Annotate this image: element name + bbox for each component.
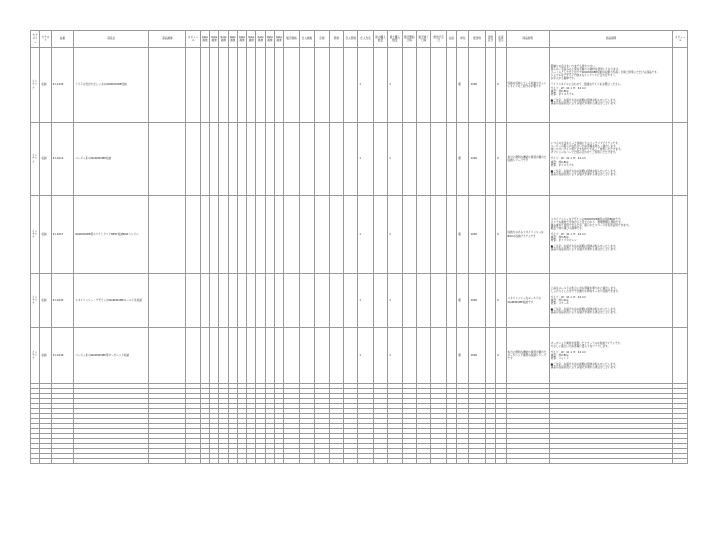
product-name-cell[interactable]: ライトの光がやさしい木のWARDROBE収納 — [74, 48, 149, 123]
table-cell[interactable] — [431, 328, 446, 384]
table-cell[interactable] — [431, 274, 446, 328]
column-header[interactable]: Rate 画像 — [228, 31, 237, 48]
remark-line: 材質：ポリエステル — [550, 92, 574, 96]
empty-cell[interactable] — [210, 459, 219, 464]
column-header[interactable]: 単位 — [457, 31, 469, 48]
empty-cell[interactable] — [299, 459, 314, 464]
table-row — [31, 196, 688, 274]
product-code-cell[interactable]: 21-4217 — [51, 196, 74, 274]
flag-cell[interactable]: 0 — [496, 48, 506, 123]
subcategory-cell[interactable]: 収納 — [40, 274, 51, 328]
column-header[interactable]: カテゴリ — [40, 31, 51, 48]
table-cell[interactable] — [247, 328, 256, 384]
empty-cell[interactable] — [469, 459, 485, 464]
remark-line: オーガニック素材を使用したナチュラルな収納アイテムです。 — [550, 341, 623, 345]
column-header[interactable]: Rate 画像 — [274, 31, 283, 48]
column-header[interactable]: 仕入先名 — [358, 31, 373, 48]
column-header[interactable]: モジュール — [673, 31, 688, 48]
remark-line: 積み重ねて使用できるため、限られたスペースを有効活用できます。 — [550, 223, 631, 227]
table-cell[interactable] — [284, 48, 299, 123]
table-cell[interactable] — [402, 274, 416, 328]
remark-line: 重量：約0.8kg — [550, 160, 569, 164]
remark-line: スタイリッシュなデザインのWARDROBE用の収納BOXです。 — [550, 217, 623, 221]
table-cell[interactable] — [237, 274, 246, 328]
remark-line: ■ご注意：お届け方法の詳細は別途お知らせいたします。 — [550, 245, 618, 249]
table-cell[interactable] — [186, 196, 200, 274]
flag-cell[interactable]: 0 — [496, 196, 506, 274]
empty-cell[interactable] — [485, 459, 495, 464]
unit-cell[interactable]: 個 — [457, 123, 469, 196]
remark-line: サイズ：W：41 × H：44 cm — [550, 350, 586, 354]
empty-cell[interactable] — [237, 459, 246, 464]
column-header[interactable]: Rate 画像 — [265, 31, 274, 48]
table-cell[interactable] — [256, 48, 265, 123]
remark-line: 重量：約1.2kg — [550, 298, 569, 302]
remark-line: 商品の在庫状況によりお届けが遅れる場合がございます。 — [550, 101, 619, 105]
remark-line: 重量：約0.8kg — [550, 89, 569, 93]
table-cell[interactable] — [210, 48, 219, 123]
subcategory-cell[interactable]: 収納 — [40, 123, 51, 196]
description-cell[interactable]: スタイリッシュなゴールドのWARDROBE収納です — [506, 274, 549, 328]
table-cell[interactable] — [149, 196, 186, 274]
column-header[interactable]: カテゴリー — [31, 31, 40, 48]
table-cell[interactable] — [402, 123, 416, 196]
table-cell[interactable] — [256, 274, 265, 328]
table-cell[interactable] — [200, 196, 209, 274]
table-cell[interactable] — [210, 274, 219, 328]
remark-line: 軽量で持ち運びも簡単です。 — [550, 226, 585, 230]
product-name-cell[interactable]: スタイリッシュ・デザインのWARDROBEゴールド系収納 — [74, 274, 149, 328]
product-name-cell[interactable]: WARDROBE用ホワイトクリアBEST収納BOXコンビニ — [74, 196, 149, 274]
empty-cell[interactable] — [200, 459, 209, 464]
table-cell[interactable] — [329, 123, 343, 196]
table-cell[interactable] — [299, 274, 314, 328]
column-header[interactable]: 品番 — [51, 31, 74, 48]
table-cell[interactable] — [200, 274, 209, 328]
column-header[interactable]: モジュール — [186, 31, 200, 48]
table-cell[interactable] — [284, 123, 299, 196]
empty-cell[interactable] — [402, 459, 416, 464]
table-cell[interactable] — [210, 328, 219, 384]
empty-cell[interactable] — [496, 459, 506, 464]
empty-cell[interactable] — [358, 459, 373, 464]
empty-cell[interactable] — [343, 459, 357, 464]
table-cell[interactable] — [149, 328, 186, 384]
table-cell[interactable] — [315, 48, 329, 123]
table-cell[interactable] — [186, 123, 200, 196]
empty-row — [31, 459, 688, 464]
remark-line: しっかりとした作りで衣類や小物をすっきり収納できます。 — [550, 289, 621, 293]
table-cell[interactable] — [315, 328, 329, 384]
table-cell[interactable] — [299, 123, 314, 196]
table-cell[interactable] — [329, 274, 343, 328]
remark-line: クリアな素材で中身がひと目でわかり、整理整頓に便利です。 — [550, 220, 624, 224]
empty-cell[interactable] — [51, 459, 74, 464]
column-header[interactable]: 販売終了日時 — [417, 31, 431, 48]
product-name-cell[interactable]: ベージュ系のWARDROBE収納 — [74, 123, 149, 196]
empty-cell[interactable] — [40, 459, 51, 464]
empty-cell[interactable] — [31, 459, 40, 464]
shipping-cell[interactable]: 1200 — [469, 48, 485, 123]
column-header[interactable]: Rate 画像 — [247, 31, 256, 48]
column-header[interactable]: Rate 画像 — [219, 31, 228, 48]
remark-line: ふっくらとした仕上がりでWARDROBE収納の収納力が高く日頃ご使用いただける商品です。 — [550, 71, 660, 75]
column-header[interactable]: 販売開始日時 — [402, 31, 416, 48]
table-cell[interactable] — [274, 123, 283, 196]
category-cell[interactable]: インテリア — [31, 328, 40, 384]
empty-cell[interactable] — [247, 459, 256, 464]
column-header[interactable]: Rate 画像 — [256, 31, 265, 48]
column-header[interactable]: 商品説明 — [506, 31, 549, 48]
column-header[interactable]: 最小購入数量 — [373, 31, 387, 48]
column-header[interactable]: 最大購入数量 — [388, 31, 402, 48]
remark-line: 商品の在庫状況によりお届けが遅れる場合がございます。 — [550, 248, 619, 252]
table-cell[interactable] — [417, 274, 431, 328]
table-cell[interactable] — [256, 328, 265, 384]
remark-line: ■ご注意：お届け方法の詳細は別途お知らせいたします。 — [550, 169, 618, 173]
product-code-cell[interactable]: 21-1234 — [51, 48, 74, 123]
table-cell[interactable] — [210, 196, 219, 274]
column-header[interactable]: 仕入価格 — [299, 31, 314, 48]
table-cell[interactable] — [417, 123, 431, 196]
empty-cell[interactable] — [373, 459, 387, 464]
table-cell[interactable] — [284, 196, 299, 274]
table-cell[interactable] — [247, 123, 256, 196]
empty-cell[interactable] — [74, 459, 149, 464]
empty-cell[interactable] — [673, 459, 688, 464]
quantity-cell[interactable]: 1 — [388, 48, 402, 123]
description-cell[interactable]: 収納の収納している収納やさしいいサイズのご紹介の木製です — [506, 48, 549, 123]
unit-cell[interactable]: 個 — [457, 328, 469, 384]
column-header[interactable]: 定価 — [315, 31, 329, 48]
table-cell[interactable] — [417, 328, 431, 384]
product-code-cell[interactable]: 21-4234 — [51, 274, 74, 328]
shipping-cell[interactable]: 1000 — [469, 328, 485, 384]
table-cell[interactable] — [200, 328, 209, 384]
table-cell[interactable] — [228, 196, 237, 274]
quantity-cell[interactable]: 1 — [358, 48, 373, 123]
table-cell[interactable] — [219, 123, 228, 196]
table-cell[interactable] — [200, 48, 209, 123]
column-header[interactable]: 在庫 — [446, 31, 456, 48]
empty-cell[interactable] — [431, 459, 446, 464]
table-cell[interactable] — [329, 196, 343, 274]
table-cell[interactable] — [673, 123, 688, 196]
unit-cell[interactable]: 個 — [457, 48, 469, 123]
category-cell[interactable]: インテリア — [31, 123, 40, 196]
column-header[interactable]: 商品説明 — [549, 31, 673, 48]
quantity-cell[interactable]: 1 — [388, 196, 402, 274]
table-cell[interactable] — [256, 196, 265, 274]
table-cell[interactable] — [343, 328, 357, 384]
table-cell[interactable] — [210, 123, 219, 196]
table-cell[interactable] — [299, 48, 314, 123]
table-cell[interactable] — [274, 48, 283, 123]
remark-line: サイズ：W：41 × H：44 cm — [550, 295, 586, 299]
table-cell[interactable] — [343, 48, 357, 123]
empty-cell[interactable] — [549, 459, 673, 464]
column-header[interactable]: Rate 画像 — [210, 31, 219, 48]
table-cell[interactable] — [485, 196, 495, 274]
column-header[interactable]: 送料区分 — [485, 31, 495, 48]
table-cell[interactable] — [200, 123, 209, 196]
empty-cell[interactable] — [186, 459, 200, 464]
column-header[interactable]: 在庫表示 — [496, 31, 506, 48]
flag-cell[interactable]: 0 — [496, 123, 506, 196]
remark-line: ■ご注意：お届け方法の詳細は別途お知らせいたします。 — [550, 308, 618, 312]
remark-line: 材質：スチール — [550, 302, 569, 306]
remark-cell[interactable] — [549, 123, 673, 196]
empty-cell[interactable] — [329, 459, 343, 464]
flag-cell[interactable]: 0 — [496, 274, 506, 328]
remark-line: 材質：コットン — [550, 357, 569, 361]
table-cell[interactable] — [431, 48, 446, 123]
table-cell[interactable] — [299, 196, 314, 274]
remark-line: オプションのパーツと組み合わせてご利用いただけます。 — [550, 151, 618, 155]
remark-line: サイズ：W：41 × H：44 cm — [550, 232, 586, 236]
description-cell[interactable]: 本当に便利な機能や質感が優れたオーガニック素材の収納シリーズです — [506, 328, 549, 384]
empty-cell[interactable] — [219, 459, 228, 464]
subcategory-cell[interactable]: 収納 — [40, 196, 51, 274]
empty-cell[interactable] — [388, 459, 402, 464]
empty-cell[interactable] — [149, 459, 186, 464]
quantity-cell[interactable]: 1 — [388, 328, 402, 384]
table-cell[interactable] — [237, 48, 246, 123]
remark-line: 商品の在庫状況によりお届けが遅れる場合がございます。 — [550, 366, 619, 370]
column-header[interactable]: 配送予定日 — [431, 31, 446, 48]
shipping-cell[interactable]: 1000 — [469, 274, 485, 328]
product-code-cell[interactable]: 21-4236 — [51, 328, 74, 384]
remark-cell[interactable] — [549, 196, 673, 274]
product-code-cell[interactable]: 21-4212 — [51, 123, 74, 196]
table-cell[interactable] — [256, 123, 265, 196]
column-header[interactable]: Rate 画像 — [237, 31, 246, 48]
remark-line: 柔らかく毛並みの上質な手触りの素材を使用しております。 — [550, 68, 621, 72]
table-cell[interactable] — [446, 123, 456, 196]
remark-line: ■ご注意：お届け方法の詳細は別途お知らせいたします。 — [550, 363, 618, 367]
table-cell[interactable] — [315, 123, 329, 196]
subcategory-cell[interactable]: 収納 — [40, 328, 51, 384]
table-cell[interactable] — [219, 196, 228, 274]
remark-line: 重量：約0.8kg — [550, 353, 569, 357]
column-header[interactable]: 商品画像 — [149, 31, 186, 48]
table-cell[interactable] — [673, 328, 688, 384]
table-cell[interactable] — [373, 328, 387, 384]
quantity-cell[interactable]: 1 — [358, 274, 373, 328]
table-cell[interactable] — [402, 196, 416, 274]
table-cell[interactable] — [343, 196, 357, 274]
table-row — [31, 123, 688, 196]
table-cell[interactable] — [284, 328, 299, 384]
table-cell[interactable] — [186, 274, 200, 328]
table-cell[interactable] — [343, 123, 357, 196]
table-cell[interactable] — [186, 48, 200, 123]
quantity-cell[interactable]: 1 — [358, 123, 373, 196]
table-cell[interactable] — [446, 274, 456, 328]
product-name-cell[interactable]: ベージュ系のWARDROBE用オーガニック収納 — [74, 328, 149, 384]
table-cell[interactable] — [228, 274, 237, 328]
remark-line: 上品なゴールドの色合いがお部屋を華やかに演出します。 — [550, 286, 618, 290]
table-cell[interactable] — [673, 48, 688, 123]
category-cell[interactable]: インテリア — [31, 48, 40, 123]
unit-cell[interactable]: 個 — [457, 196, 469, 274]
table-cell[interactable] — [284, 274, 299, 328]
empty-cell[interactable] — [274, 459, 283, 464]
table-cell[interactable] — [265, 274, 274, 328]
table-cell[interactable] — [228, 328, 237, 384]
remark-line: いつもの生活をもっと快適にするインテリアアイテムです。 — [550, 142, 621, 146]
category-cell[interactable]: インテリア — [31, 196, 40, 274]
table-cell[interactable] — [299, 328, 314, 384]
header-row — [31, 31, 688, 48]
table-cell[interactable] — [315, 274, 329, 328]
table-cell[interactable] — [373, 48, 387, 123]
remark-line: やさしい風合いがお部屋に温もりをプラスします。 — [550, 344, 611, 348]
table-cell[interactable] — [446, 196, 456, 274]
remark-line: ベージュの柔らかな色合いがお部屋を明るく演出します。 — [550, 145, 618, 149]
table-cell[interactable] — [373, 274, 387, 328]
table-cell[interactable] — [373, 123, 387, 196]
remark-line: 材質：ポリエステル — [550, 163, 574, 167]
empty-cell[interactable] — [228, 459, 237, 464]
column-header[interactable]: 商品名 — [74, 31, 149, 48]
shipping-cell[interactable]: 1200 — [469, 123, 485, 196]
table-cell[interactable] — [673, 274, 688, 328]
table-cell[interactable] — [186, 328, 200, 384]
remark-cell[interactable] — [549, 328, 673, 384]
table-cell[interactable] — [446, 328, 456, 384]
table-cell[interactable] — [417, 48, 431, 123]
table-cell[interactable] — [247, 48, 256, 123]
empty-cell[interactable] — [265, 459, 274, 464]
subcategory-cell[interactable]: 収納 — [40, 48, 51, 123]
remark-line: 肌触りの良さをいつまでも保ちやすい、 — [550, 64, 598, 68]
column-header[interactable]: 原価 — [329, 31, 343, 48]
table-cell[interactable] — [485, 328, 495, 384]
table-cell[interactable] — [431, 196, 446, 274]
table-row — [31, 328, 688, 384]
remark-line: 商品の在庫状況によりお届けが遅れる場合がございます。 — [550, 172, 619, 176]
table-cell[interactable] — [237, 123, 246, 196]
table-cell[interactable] — [373, 196, 387, 274]
remark-line: ライフスタイルに合わせて、最適なサイズをお選びください。 — [550, 83, 623, 87]
product-spreadsheet — [30, 30, 688, 464]
quantity-cell[interactable]: 1 — [358, 328, 373, 384]
remark-line: サイズ：W：41 × H：44 cm — [550, 86, 586, 90]
description-cell[interactable]: 本当に便利な機能や質感が優れた収納シリーズです — [506, 123, 549, 196]
remark-line: シンプルなデザインで様々なインテリアに合わせやすく、 — [550, 74, 618, 78]
table-cell[interactable] — [265, 196, 274, 274]
remark-line: 商品の在庫状況によりお届けが遅れる場合がございます。 — [550, 311, 619, 315]
table-cell[interactable] — [402, 48, 416, 123]
shipping-cell[interactable]: 1000 — [469, 196, 485, 274]
table-cell[interactable] — [265, 123, 274, 196]
table-cell[interactable] — [247, 196, 256, 274]
unit-cell[interactable]: 個 — [457, 274, 469, 328]
remark-line: 重量：約0.8kg — [550, 236, 569, 240]
remark-line: サイズ：W：41 × H：44 cm — [550, 157, 586, 161]
empty-cell[interactable] — [284, 459, 299, 464]
table-cell[interactable] — [247, 274, 256, 328]
table-cell[interactable] — [417, 196, 431, 274]
column-header[interactable]: 仕入原価 — [343, 31, 357, 48]
table-cell[interactable] — [673, 196, 688, 274]
empty-cell[interactable] — [256, 459, 265, 464]
table-cell[interactable] — [149, 274, 186, 328]
table-cell[interactable] — [343, 274, 357, 328]
table-cell[interactable] — [446, 48, 456, 123]
table-cell[interactable] — [274, 328, 283, 384]
table-row — [31, 274, 688, 328]
table-cell[interactable] — [485, 123, 495, 196]
table-cell[interactable] — [402, 328, 416, 384]
quantity-cell[interactable]: 1 — [388, 123, 402, 196]
empty-cell[interactable] — [446, 459, 456, 464]
table-cell[interactable] — [329, 328, 343, 384]
table-cell[interactable] — [329, 48, 343, 123]
table-cell[interactable] — [485, 48, 495, 123]
empty-cell[interactable] — [417, 459, 431, 464]
description-cell[interactable]: 収納力のあるスタイリッシュなBOXの収納アイテムです — [506, 196, 549, 274]
quantity-cell[interactable]: 1 — [388, 274, 402, 328]
table-cell[interactable] — [485, 274, 495, 328]
remark-line: 使いやすいサイズ感と丈夫な作りで長くご愛用いただけます。 — [550, 148, 624, 152]
table-cell[interactable] — [265, 328, 274, 384]
table-row — [31, 48, 688, 123]
table-cell[interactable] — [149, 48, 186, 123]
table-cell[interactable] — [274, 274, 283, 328]
column-header[interactable]: 配送料 — [469, 31, 485, 48]
table-cell[interactable] — [219, 48, 228, 123]
column-header[interactable]: Rate 画像 — [200, 31, 209, 48]
table-cell[interactable] — [228, 48, 237, 123]
empty-cell[interactable] — [506, 459, 549, 464]
remark-line: ■ご注意：お届け方法の詳細は別途お知らせいたします。 — [550, 98, 618, 102]
table-cell[interactable] — [228, 123, 237, 196]
table-cell[interactable] — [265, 48, 274, 123]
column-header[interactable]: 販売価格 — [284, 31, 299, 48]
table-cell[interactable] — [219, 274, 228, 328]
remark-line: 材質：ポリプロピレン — [550, 239, 577, 243]
table-cell[interactable] — [219, 328, 228, 384]
quantity-cell[interactable]: 1 — [358, 196, 373, 274]
flag-cell[interactable]: 0 — [496, 328, 506, 384]
remark-cell[interactable] — [549, 48, 673, 123]
category-cell[interactable]: インテリア — [31, 274, 40, 328]
empty-cell[interactable] — [457, 459, 469, 464]
table-cell[interactable] — [149, 123, 186, 196]
empty-cell[interactable] — [315, 459, 329, 464]
table-cell[interactable] — [274, 196, 283, 274]
table-cell[interactable] — [431, 123, 446, 196]
table-cell[interactable] — [315, 196, 329, 274]
table-cell[interactable] — [237, 328, 246, 384]
remark-cell[interactable] — [549, 274, 673, 328]
table-cell[interactable] — [237, 196, 246, 274]
remark-line: お手入れも簡単です。 — [550, 77, 577, 81]
